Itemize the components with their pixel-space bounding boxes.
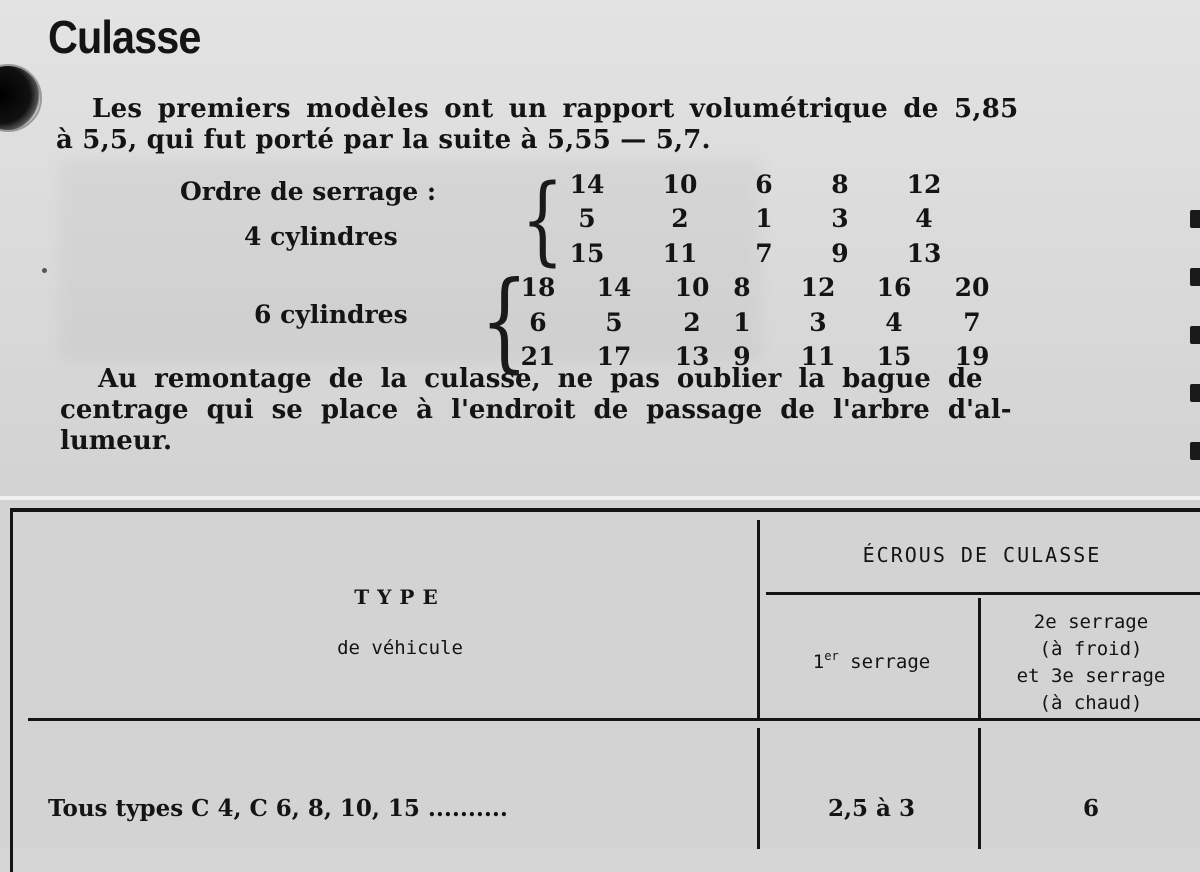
six-cyl-cell: 10 [674,273,710,302]
table-header-rule [28,718,1200,721]
intro-line-1: Les premiers modèles ont un rapport volumétrique de 5,85 [92,94,1019,124]
six-cyl-cell: 19 [954,342,990,371]
six-cyl-cell: 5 [605,308,623,337]
four-cyl-cell: 8 [831,170,849,199]
four-cyl-cell: 6 [755,170,773,199]
four-cyl-cell: 11 [662,239,698,268]
section-title: Culasse [48,11,201,63]
six-cyl-cell: 8 [733,273,751,302]
four-cyl-cell: 7 [755,239,773,268]
six-cyl-cell: 14 [596,273,632,302]
six-cyl-cell: 12 [800,273,836,302]
six-cyl-cell: 21 [520,342,556,371]
table-group-rule [766,592,1200,595]
table-row-first-value: 2,5 à 3 [828,795,915,822]
reassembly-line-2: centrage qui se place à l'endroit de passage de l'arbre d'al- [60,395,1012,425]
table-vertical-rule-3 [757,728,760,849]
tightening-order-label: Ordre de serrage : [180,177,437,206]
six-cyl-cell: 2 [683,308,701,337]
type-column-subheader: de véhicule [337,637,463,659]
four-cyl-cell: 13 [906,239,942,268]
speck [42,268,47,273]
four-cyl-cell: 1 [755,204,773,233]
reassembly-paragraph [60,364,1012,457]
four-cylinder-label: 4 cylindres [244,222,398,251]
six-cyl-cell: 6 [529,308,547,337]
four-cylinder-brace: { [521,164,564,276]
six-cyl-cell: 20 [954,273,990,302]
adjacent-page-edge [1186,210,1200,490]
six-cyl-cell: 13 [674,342,710,371]
intro-line-2: à 5,5, qui fut porté par la suite à 5,55 — 5,7. [56,125,711,155]
four-cyl-cell: 4 [915,204,933,233]
six-cyl-cell: 3 [809,308,827,337]
reassembly-line-1: Au remontage de la culasse, ne pas oublier la bague de [98,364,983,394]
four-cyl-cell: 9 [831,239,849,268]
first-tightening-header: 1er serrage [812,649,931,673]
table-vertical-rule-1 [757,520,760,720]
second-third-tightening-header: 2e serrage (à froid) et 3e serrage (à chaud) [1016,611,1166,714]
nut-group-header: ÉCROUS DE CULASSE [862,543,1102,567]
six-cyl-cell: 11 [800,342,836,371]
four-cyl-cell: 14 [569,170,605,199]
six-cylinder-brace: { [480,259,529,384]
six-cyl-cell: 18 [520,273,556,302]
four-cyl-cell: 15 [569,239,605,268]
four-cyl-cell: 10 [662,170,698,199]
intro-paragraph [56,94,1096,156]
table-vertical-rule-4 [978,728,981,849]
four-cyl-cell: 2 [671,204,689,233]
six-cyl-cell: 7 [963,308,981,337]
table-row-type: Tous types C 4, C 6, 8, 10, 15 .......... [48,795,508,822]
six-cyl-cell: 15 [876,342,912,371]
six-cyl-cell: 1 [733,308,751,337]
four-cyl-cell: 5 [578,204,596,233]
table-row-second-value: 6 [1082,795,1099,822]
six-cyl-cell: 9 [733,342,751,371]
six-cylinder-label: 6 cylindres [254,300,408,329]
four-cyl-cell: 3 [831,204,849,233]
type-column-header: TYPE [354,585,446,609]
six-cyl-cell: 16 [876,273,912,302]
six-cyl-cell: 4 [885,308,903,337]
reassembly-line-3: lumeur. [60,426,173,456]
six-cyl-cell: 17 [596,342,632,371]
four-cyl-cell: 12 [906,170,942,199]
